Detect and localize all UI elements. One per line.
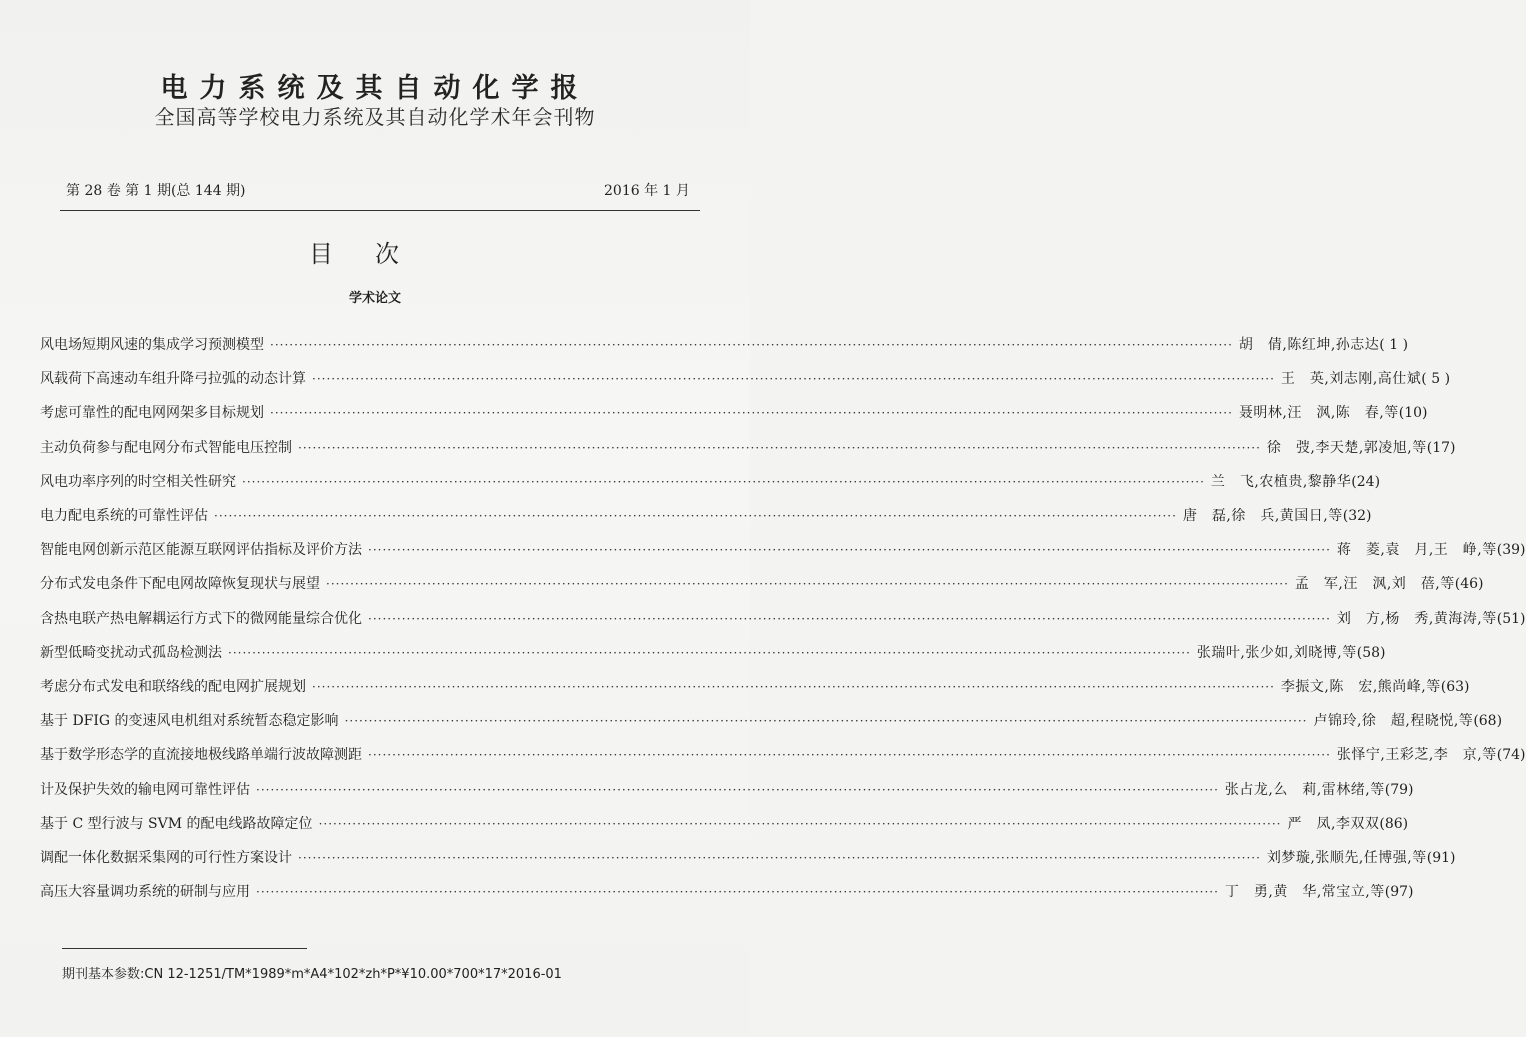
article-authors: 张瑞叶,张少如,刘晓博,等 (1196, 644, 1357, 661)
toc-entry[interactable] (40, 881, 1414, 903)
article-title: 计及保护失效的输电网可靠性评估 (40, 781, 250, 798)
article-authors: 徐 弢,李天楚,郭凌旭,等 (1266, 439, 1427, 456)
toc-entry[interactable] (40, 539, 1526, 561)
article-title: 基于 C 型行波与 SVM 的配电线路故障定位 (40, 815, 313, 832)
toc-entry[interactable] (40, 847, 1456, 869)
dot-leader: ········································································································································································································ (318, 816, 1282, 831)
toc-entry[interactable] (40, 642, 1386, 664)
article-title: 调配一体化数据采集网的可行性方案设计 (40, 850, 292, 866)
toc-entry[interactable] (40, 744, 1526, 766)
article-page-number: (10) (1398, 405, 1428, 422)
toc-heading: 目次 (309, 240, 441, 268)
article-title: 基于 DFIG 的变速风电机组对系统暂态稳定影响 (40, 713, 339, 730)
dot-leader: ········································································································································································································ (242, 474, 1205, 489)
toc-entry[interactable] (40, 710, 1503, 732)
toc-entry[interactable] (40, 813, 1409, 835)
dot-leader: ········································································································································································································ (298, 851, 1261, 865)
section-title: 学术论文 (348, 291, 401, 306)
dot-leader: ········································································································································································································ (270, 406, 1233, 421)
volume-number: 第 28 卷 第 1 期(总 144 期) (66, 183, 246, 199)
article-authors: 唐 磊,徐 兵,黄国日,等 (1182, 508, 1343, 524)
toc-entry[interactable] (40, 471, 1381, 493)
article-title: 高压大容量调功系统的研制与应用 (40, 884, 250, 901)
article-title: 考虑分布式发电和联络线的配电网扩展规划 (40, 679, 306, 695)
dot-leader: ········································································································································································································ (368, 543, 1331, 558)
toc-entry[interactable] (40, 779, 1414, 801)
dot-leader: ········································································································································································································ (256, 885, 1219, 900)
article-title: 主动负荷参与配电网分布式智能电压控制 (40, 439, 292, 456)
article-title: 新型低畸变扰动式孤岛检测法 (40, 644, 222, 661)
header-divider (60, 210, 700, 211)
article-page-number: (32) (1342, 508, 1372, 524)
journal-title: 电力系统及其自动化学报 (160, 73, 590, 104)
article-page-number: (79) (1384, 781, 1414, 798)
toc-entry[interactable] (40, 676, 1470, 698)
dot-leader: ········································································································································································································ (256, 782, 1219, 797)
article-title: 风电功率序列的时空相关性研究 (40, 473, 236, 490)
issue-date: 2016 年 1 月 (604, 183, 690, 199)
dot-leader: ········································································································································································································ (270, 338, 1233, 352)
article-page-number: (17) (1426, 439, 1456, 456)
dot-leader: ········································································································································································································ (326, 577, 1289, 592)
dot-leader: ········································································································································································································ (228, 645, 1191, 660)
article-authors: 胡 倩,陈红坤,孙志达 (1238, 337, 1380, 353)
article-page-number: (51) (1496, 610, 1526, 627)
article-page-number: ( 1 ) (1379, 337, 1409, 353)
article-page-number: (39) (1496, 542, 1526, 559)
dot-leader: ········································································································································································································ (344, 714, 1308, 729)
toc-entry[interactable] (40, 368, 1451, 390)
toc-entry[interactable] (40, 437, 1456, 459)
dot-leader: ········································································································································································································ (298, 440, 1261, 455)
toc-entry[interactable] (40, 334, 1409, 356)
article-authors: 丁 勇,黄 华,常宝立,等 (1224, 884, 1385, 901)
article-page-number: (74) (1496, 747, 1526, 764)
article-authors: 刘 方,杨 秀,黄海涛,等 (1336, 610, 1497, 627)
article-title: 风电场短期风速的集成学习预测模型 (40, 337, 264, 353)
article-page-number: (24) (1351, 473, 1381, 490)
article-page-number: (63) (1440, 679, 1470, 695)
article-title: 智能电网创新示范区能源互联网评估指标及评价方法 (40, 542, 362, 559)
article-authors: 王 英,刘志刚,高仕斌 (1280, 371, 1422, 388)
dot-leader: ········································································································································································································ (214, 509, 1177, 523)
dot-leader: ········································································································································································································ (312, 680, 1275, 694)
article-authors: 卢锦玲,徐 超,程晓悦,等 (1313, 713, 1474, 730)
article-title: 电力配电系统的可靠性评估 (40, 508, 208, 524)
toc-entry[interactable] (40, 608, 1526, 630)
article-page-number: (86) (1379, 815, 1409, 832)
article-authors: 严 凤,李双双 (1287, 815, 1380, 832)
article-authors: 刘梦璇,张顺先,任博强,等 (1266, 850, 1427, 866)
footer-divider (62, 948, 307, 949)
journal-subtitle: 全国高等学校电力系统及其自动化学术年会刊物 (154, 105, 596, 129)
article-title: 含热电联产热电解耦运行方式下的微网能量综合优化 (40, 610, 362, 627)
article-authors: 李振文,陈 宏,熊尚峰,等 (1280, 679, 1441, 695)
toc-entry[interactable] (40, 505, 1372, 527)
article-authors: 蒋 菱,袁 月,王 峥,等 (1336, 542, 1497, 559)
article-title: 分布式发电条件下配电网故障恢复现状与展望 (40, 576, 320, 593)
article-title: 风载荷下高速动车组升降弓拉弧的动态计算 (40, 371, 306, 388)
dot-leader: ········································································································································································································ (312, 372, 1275, 387)
journal-parameters: 期刊基本参数:CN 12-1251/TM*1989*m*A4*102*zh*P*¥10.00*700*17*2016-01 (62, 967, 562, 982)
article-page-number: (68) (1473, 713, 1503, 730)
article-page-number: (97) (1384, 884, 1414, 901)
toc-entry[interactable] (40, 402, 1428, 424)
article-authors: 兰 飞,农植贵,黎静华 (1210, 473, 1352, 490)
article-title: 考虑可靠性的配电网网架多目标规划 (40, 405, 264, 422)
article-page-number: ( 5 ) (1421, 371, 1451, 388)
dot-leader: ········································································································································································································ (368, 611, 1331, 626)
article-page-number: (58) (1356, 644, 1386, 661)
toc-entry[interactable] (40, 573, 1484, 595)
article-authors: 聂明林,汪 沨,陈 春,等 (1238, 405, 1399, 422)
article-authors: 张怿宁,王彩芝,李 京,等 (1336, 747, 1497, 764)
article-title: 基于数学形态学的直流接地极线路单端行波故障测距 (40, 747, 362, 764)
article-page-number: (46) (1454, 576, 1484, 593)
dot-leader: ········································································································································································································ (368, 748, 1331, 763)
article-authors: 张占龙,么 莉,雷林绪,等 (1224, 781, 1385, 798)
article-page-number: (91) (1426, 850, 1456, 866)
article-authors: 孟 军,汪 沨,刘 蓓,等 (1294, 576, 1455, 593)
